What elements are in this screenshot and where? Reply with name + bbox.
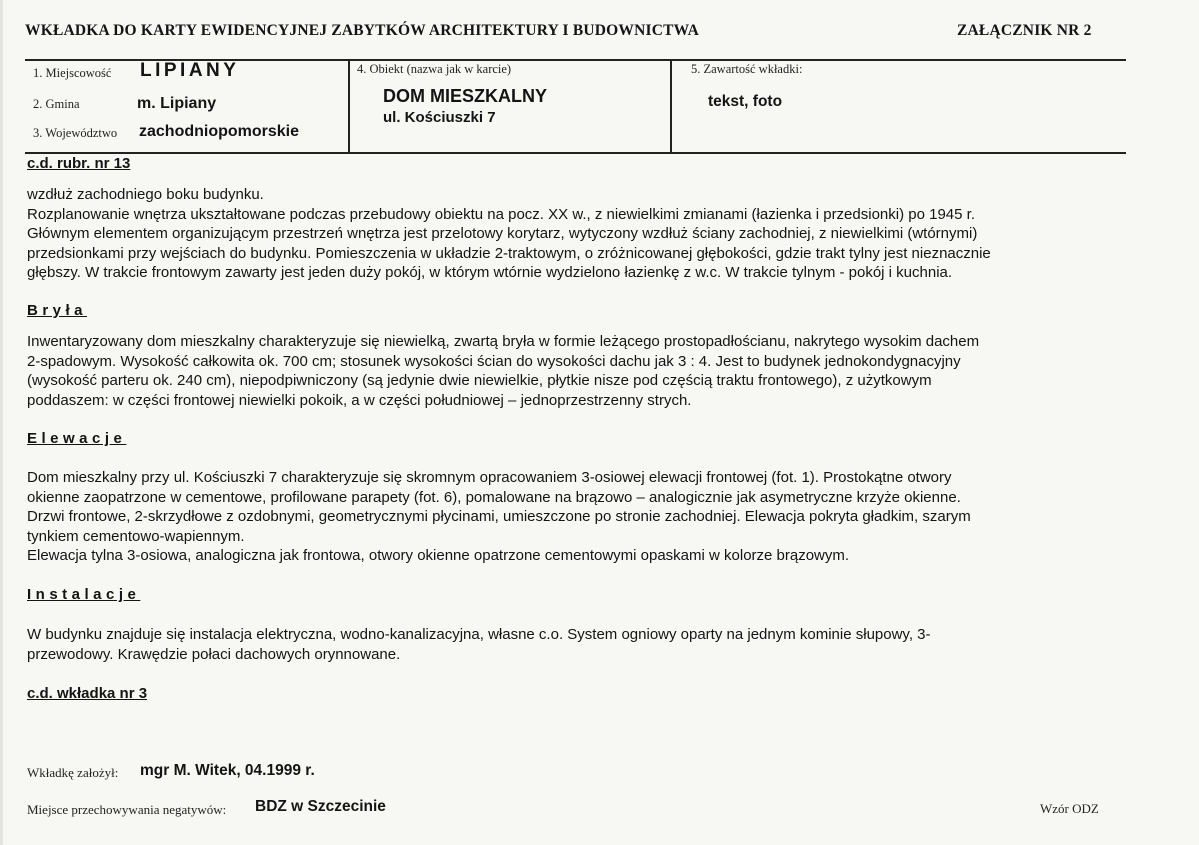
content-value: tekst, foto <box>708 93 783 110</box>
document-title: WKŁADKA DO KARTY EWIDENCYJNEJ ZABYTKÓW ARCHITEKTURY I BUDOWNICTWA <box>25 22 700 39</box>
text-line: Dom mieszkalny przy ul. Kościuszki 7 charakteryzuje się skromnym opracowaniem 3-osiowej elewacji frontowej (fot. 1). Prostokątne otwory <box>27 469 952 486</box>
negatives-location-label: Miejsce przechowywania negatywów: <box>27 802 227 817</box>
text-line: Głównym elementem organizującym przestrzeń wnętrza jest przelotowy korytarz, wytyczony wzdłuż ściany zachodniej, z niewielkimi (wtórnymi) <box>27 225 978 242</box>
voivodeship-label: 3. Województwo <box>33 126 118 140</box>
continuation-heading: c.d. rubr. nr 13 <box>27 155 131 172</box>
object-address: ul. Kościuszki 7 <box>383 109 496 126</box>
text-line: okienne zaopatrzone w cementowe, profilowane parapety (fot. 6), pomalowane na brązowo – analogicznie jak asymetryczne krzyże okienne. <box>27 488 961 506</box>
instalacje-paragraph <box>27 625 931 664</box>
scan-edge <box>0 0 3 845</box>
municipality-label: 2. Gmina <box>33 97 80 111</box>
locality-label: 1. Miejscowość <box>33 66 112 80</box>
created-by-value: mgr M. Witek, 04.1999 r. <box>140 762 315 779</box>
elewacje-paragraph <box>27 468 971 566</box>
intro-paragraph <box>27 185 991 283</box>
form-template-label: Wzór ODZ <box>1040 801 1099 816</box>
text-line: wzdłuż zachodniego boku budynku. <box>27 186 264 203</box>
text-line: głębszy. W trakcie frontowym zawarty jest jeden duży pokój, w którym wtórnie wydzielono łazienkę z w.c. W trakcie tylnym - pokój i kuchnia. <box>27 264 953 281</box>
text-line: tynkiem cementowo-wapiennym. <box>27 527 245 545</box>
text-line: Rozplanowanie wnętrza ukształtowane podczas przebudowy obiektu na pocz. XX w., z niewielkimi zmianami (łazienka i przedsionki) po 1945 r. <box>27 205 975 223</box>
created-by-label: Wkładkę założył: <box>27 765 119 780</box>
text-line: (wysokość parteru ok. 240 cm), niepodpiwniczony (są jedynie dwie niewielkie, płytkie nisze pod częścią traktu frontowego), z użytkowym <box>27 372 932 389</box>
text-line: poddaszem: w części frontowej niewielki pokoik, a w części południowej – jednoprzestrzenny strych. <box>27 391 692 409</box>
text-line: Inwentaryzowany dom mieszkalny charakteryzuje się niewielką, zwartą bryła w formie leżącego prostopadłościanu, nakrytego wysokim dachem <box>27 333 980 350</box>
bryla-paragraph <box>27 332 979 410</box>
box-divider-1 <box>348 61 350 152</box>
content-label: 5. Zawartość wkładki: <box>691 62 803 76</box>
locality-value: LIPIANY <box>140 60 240 81</box>
text-line: Elewacja tylna 3-osiowa, analogiczna jak frontowa, otwory okienne opatrzone cementowymi opaskami w kolorze brązowym. <box>27 547 850 564</box>
section-heading-instalacje: Instalacje <box>27 586 141 603</box>
text-line: 2-spadowym. Wysokość całkowita ok. 700 cm; stosunek wysokości ścian do wysokości dachu jak 3 : 4. Jest to budynek jednokondygnacyjny <box>27 352 961 370</box>
voivodeship-value: zachodniopomorskie <box>139 123 300 140</box>
next-insert-note: c.d. wkładka nr 3 <box>27 685 148 702</box>
box-bottom-rule <box>25 152 1126 154</box>
text-line: Drzwi frontowe, 2-skrzydłowe z ozdobnymi, geometrycznymi płycinami, umieszczone po stronie zachodniej. Elewacja pokryta gładkim, szarym <box>27 508 971 525</box>
object-name: DOM MIESZKALNY <box>383 86 547 106</box>
text-line: przewodowy. Krawędzie połaci dachowych orynnowane. <box>27 645 401 663</box>
object-label: 4. Obiekt (nazwa jak w karcie) <box>357 62 512 76</box>
municipality-value: m. Lipiany <box>137 95 217 112</box>
annex-number: ZAŁĄCZNIK NR 2 <box>957 22 1092 39</box>
section-heading-bryla: Bryła <box>27 302 88 319</box>
section-heading-elewacje: Elewacje <box>27 430 127 447</box>
negatives-location-value: BDZ w Szczecinie <box>255 798 386 815</box>
text-line: W budynku znajduje się instalacja elektryczna, wodno-kanalizacyjna, własne c.o. System ogniowy oparty na jednym kominie słupowy, 3- <box>27 626 931 643</box>
text-line: przedsionkami przy wejściach do budynku. Pomieszczenia w układzie 2-traktowym, o zróżnicowanej głębokości, gdzie trakt tylny jest nieznacznie <box>27 244 991 262</box>
box-divider-2 <box>670 61 672 152</box>
